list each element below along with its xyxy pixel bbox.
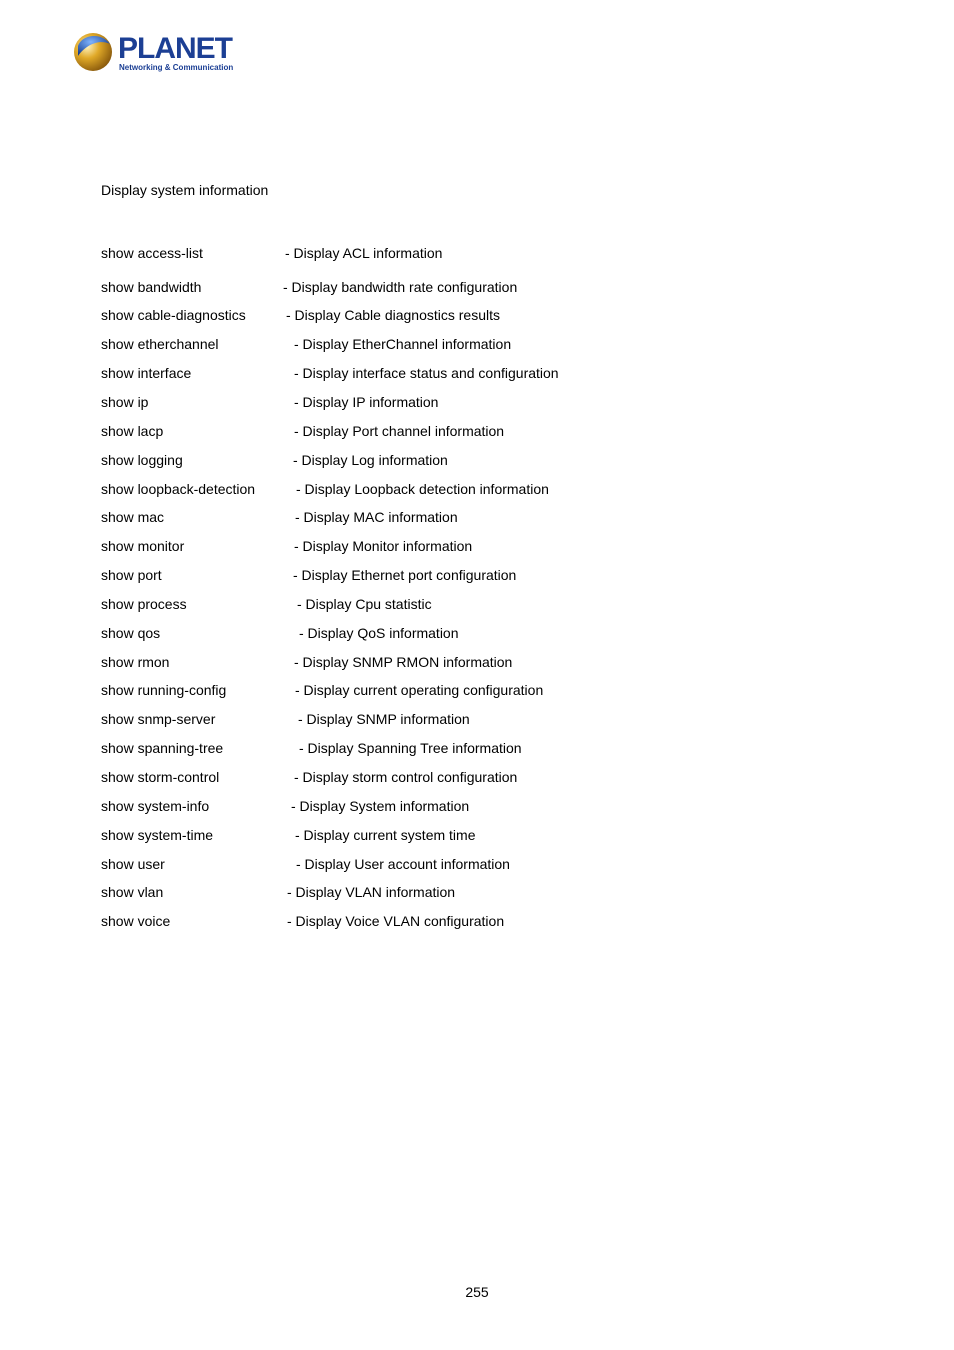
logo-brand: PLANET — [118, 32, 232, 65]
command-name: show port — [101, 567, 162, 583]
command-description: - Display storm control configuration — [294, 769, 518, 785]
command-name: show logging — [101, 452, 183, 468]
command-description: - Display Loopback detection information — [296, 481, 549, 497]
command-description: - Display EtherChannel information — [294, 336, 512, 352]
command-description: - Display Cpu statistic — [297, 596, 432, 612]
command-name: show rmon — [101, 654, 170, 670]
page-number: 255 — [465, 1284, 489, 1300]
command-name: show snmp-server — [101, 711, 216, 727]
section-intro: Display system information — [101, 182, 269, 198]
command-description: - Display Cable diagnostics results — [286, 307, 500, 323]
command-description: - Display SNMP RMON information — [294, 654, 513, 670]
command-name: show system-info — [101, 798, 210, 814]
command-name: show ip — [101, 394, 149, 410]
planet-logo — [72, 30, 242, 76]
logo-tagline: Networking & Communication — [119, 63, 234, 72]
command-name: show bandwidth — [101, 279, 202, 295]
command-name: show spanning-tree — [101, 740, 224, 756]
command-description: - Display Spanning Tree information — [299, 740, 522, 756]
command-description: - Display MAC information — [295, 509, 458, 525]
command-description: - Display System information — [291, 798, 470, 814]
command-description: - Display QoS information — [299, 625, 459, 641]
command-name: show loopback-detection — [101, 481, 256, 497]
command-description: - Display Port channel information — [294, 423, 505, 439]
command-description: - Display VLAN information — [287, 884, 456, 900]
command-description: - Display ACL information — [285, 245, 443, 261]
command-description: - Display User account information — [296, 856, 510, 872]
command-name: show lacp — [101, 423, 164, 439]
command-name: show etherchannel — [101, 336, 219, 352]
command-description: - Display Monitor information — [294, 538, 473, 554]
command-description: - Display Voice VLAN configuration — [287, 913, 505, 929]
command-description: - Display current system time — [295, 827, 476, 843]
command-name: show running-config — [101, 682, 227, 698]
command-description: - Display IP information — [294, 394, 439, 410]
command-name: show monitor — [101, 538, 185, 554]
command-name: show cable-diagnostics — [101, 307, 246, 323]
command-name: show system-time — [101, 827, 214, 843]
command-description: - Display bandwidth rate configuration — [283, 279, 518, 295]
command-name: show user — [101, 856, 165, 872]
command-description: - Display current operating configuration — [295, 682, 544, 698]
command-description: - Display Ethernet port configuration — [293, 567, 517, 583]
command-description: - Display Log information — [293, 452, 448, 468]
command-name: show vlan — [101, 884, 164, 900]
command-name: show access-list — [101, 245, 203, 261]
command-name: show process — [101, 596, 187, 612]
command-name: show qos — [101, 625, 161, 641]
command-name: show storm-control — [101, 769, 220, 785]
command-name: show voice — [101, 913, 171, 929]
command-name: show interface — [101, 365, 192, 381]
command-description: - Display SNMP information — [298, 711, 470, 727]
command-name: show mac — [101, 509, 165, 525]
command-description: - Display interface status and configuration — [294, 365, 559, 381]
